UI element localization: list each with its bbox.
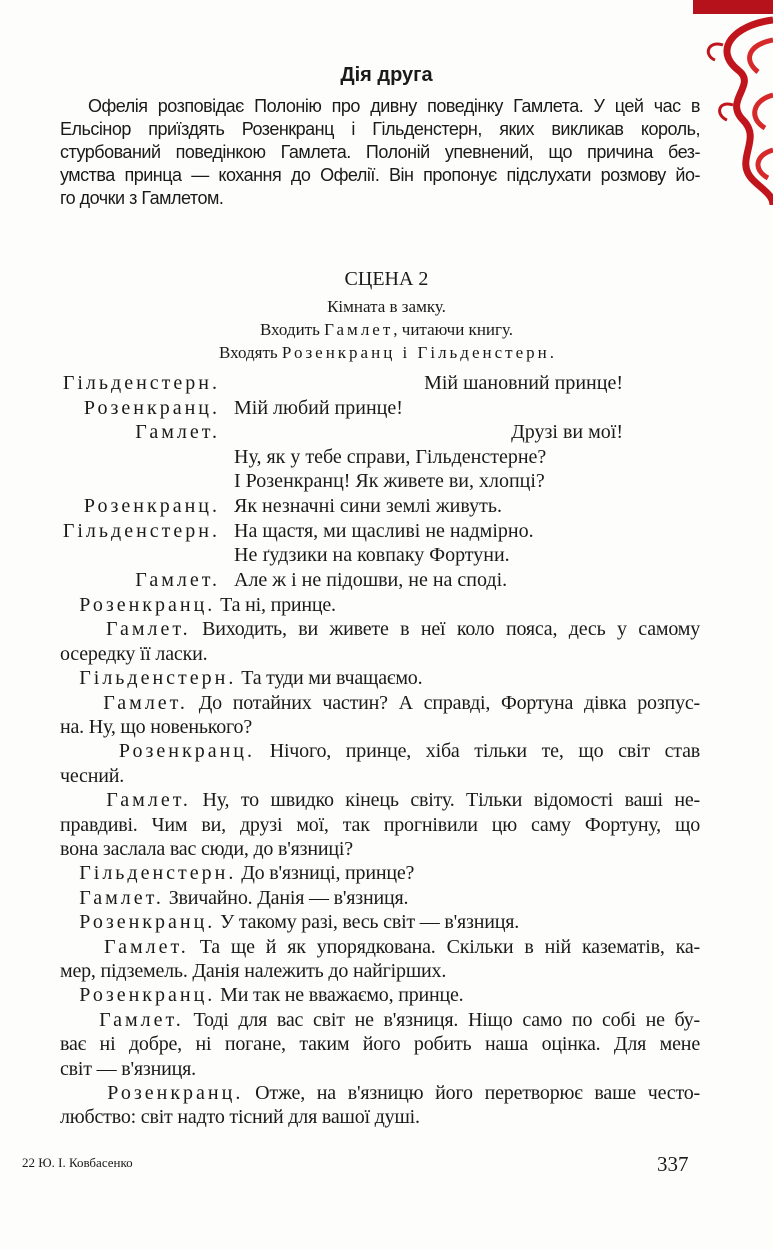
direction-text: Входить (259, 320, 325, 339)
speaker-name: Гамлет. (104, 935, 189, 958)
prose-line (60, 1033, 700, 1058)
speaker-name: Гамлет. (99, 1008, 184, 1031)
indent (60, 1009, 99, 1031)
verse-line (0, 495, 773, 520)
direction-text: Входять (219, 343, 282, 362)
speaker-name: Розенкранц. (83, 396, 220, 419)
line-text: Отже, на в'язницю його перетворює ваше често- (243, 1082, 701, 1104)
indent (60, 740, 119, 762)
prose-line (60, 765, 700, 790)
verse-line (0, 544, 773, 569)
speaker-name: Гамлет. (135, 568, 220, 591)
prose-line (60, 838, 700, 863)
prose-line (60, 594, 700, 619)
direction-text: , читаючи книгу. (393, 320, 514, 339)
speaker-name: Гамлет. (103, 691, 188, 714)
summary-line: умства принца — кохання до Офелії. Він пропонує підслухати розмову йо- (60, 165, 700, 185)
prose-line (60, 862, 700, 887)
speaker-name: Розенкранц. (83, 495, 220, 517)
indent (60, 667, 79, 689)
speaker-name: Гільденстерн. (62, 372, 220, 394)
speaker-name: Розенкранц. (79, 984, 216, 1007)
line-text: Виходить, ви живете в неї коло пояса, десь у самому (190, 618, 701, 641)
prose-line (60, 692, 700, 717)
indent (60, 594, 79, 616)
line-text: Ну, то швидко кінець світу. Тільки відомості ваші не- (190, 789, 700, 812)
verse-line (0, 372, 773, 397)
scene-title: СЦЕНА 2 (344, 268, 429, 290)
speaker-name: Гамлет. (106, 789, 191, 812)
line-text: вона заслала вас сюди, до в'язниці? (60, 838, 353, 860)
prose-line (60, 887, 700, 912)
summary-line: го дочки з Гамлетом. (60, 188, 224, 208)
line-text: Не ґудзики на ковпаку Фортуни. (234, 544, 510, 567)
line-text: До в'язниці, принце? (236, 862, 415, 885)
act-summary (60, 95, 700, 210)
line-text: Звичайно. Данія — в'язниця. (163, 886, 409, 909)
prose-line (60, 1106, 700, 1131)
prose-line (60, 667, 700, 692)
direction-text: . (549, 343, 554, 362)
line-text: Друзі ви мої! (511, 421, 623, 444)
indent (60, 1082, 107, 1104)
speaker-name: Гамлет. (105, 618, 191, 641)
line-text: Ну, як у тебе справи, Гільденстерне? (234, 445, 547, 468)
prose-line (60, 984, 700, 1009)
prose-line (60, 740, 700, 765)
indent (60, 936, 104, 958)
speaker-name: Гільденстерн. (79, 862, 237, 885)
line-text: Та ще й як упорядкована. Скільки в ній казематів, ка- (188, 935, 700, 958)
indent (60, 862, 79, 884)
prose-line (60, 814, 700, 839)
line-text: У такому разі, весь світ — в'язниця. (215, 911, 520, 934)
line-text: правдиві. Чим ви, друзі мої, так прогнівили цю саму Фортуну, що (60, 813, 700, 836)
speaker-name: Розенкранц. (118, 740, 255, 763)
prose-line (60, 936, 700, 961)
line-text: Та туди ми вчащаємо. (236, 667, 423, 690)
line-text: Ми так не вважаємо, принце. (215, 984, 464, 1007)
prose-line (60, 643, 700, 668)
verse-line (0, 397, 773, 422)
verse-line (0, 446, 773, 471)
line-text: Тоді для вас світ не в'язниця. Ніщо само по собі не бу- (183, 1008, 701, 1031)
prose-line (60, 1058, 700, 1083)
indent (60, 618, 106, 640)
speaker-name: Розенкранц. (79, 911, 216, 934)
line-text: мер, підземель. Данія належить до найгірших. (60, 960, 447, 982)
page-number: 337 (657, 1152, 689, 1176)
indent (60, 911, 79, 933)
summary-line: Офелія розповідає Полонію про дивну поведінку Гамлета. У цей час в (88, 96, 700, 116)
line-text: любство: світ надто тісний для вашої душі. (60, 1106, 420, 1129)
character-name: Розенкранц і Гільденстерн (281, 343, 550, 362)
line-text: Мій любий принце! (234, 396, 403, 419)
stage-direction (0, 320, 773, 340)
prose-line (60, 960, 700, 985)
verse-line (0, 520, 773, 545)
character-name: Гамлет (324, 320, 394, 339)
summary-line: стурбований поведінкою Гамлета. Полоній упевнений, що причина без- (60, 142, 700, 162)
prose-line (60, 618, 700, 643)
line-text: І Розенкранц! Як живете ви, хлопці? (234, 470, 545, 493)
prose-line (60, 789, 700, 814)
line-text: чесний. (60, 764, 125, 787)
prose-line (60, 1082, 700, 1107)
line-text: на. Ну, що новенького? (60, 716, 253, 738)
indent (60, 984, 79, 1006)
corner-ornament (693, 0, 773, 210)
verse-line (0, 470, 773, 495)
stage-direction (0, 343, 773, 363)
indent (60, 692, 103, 714)
indent (60, 887, 79, 909)
speaker-name: Розенкранц. (79, 594, 216, 616)
line-text: Нічого, принце, хіба тільки те, що світ став (254, 740, 701, 763)
line-text: Та ні, принце. (215, 594, 336, 616)
line-text: світ — в'язниця. (60, 1057, 196, 1080)
speaker-name: Гільденстерн. (79, 667, 237, 690)
line-text: На щастя, ми щасливі не надмірно. (234, 519, 534, 542)
line-text: Але ж і не підошви, не на споді. (234, 568, 508, 591)
prose-line (60, 1009, 700, 1034)
scene-setting: Кімната в замку. (327, 297, 446, 316)
footer-signature: 22 Ю. І. Ковбасенко (22, 1155, 133, 1170)
act-heading: Дія друга (340, 64, 433, 86)
line-text: ває ні добре, ні погане, таким його робить наша оцінка. Для мене (60, 1033, 700, 1056)
speaker-name: Розенкранц. (107, 1082, 244, 1104)
line-text: Мій шановний принце! (424, 372, 623, 394)
line-text: До потайних частин? А справді, Фортуна дівка розпус- (187, 691, 701, 714)
verse-line (0, 569, 773, 594)
summary-line: Ельсінор приїздять Розенкранц і Гільденстерн, яких викликав король, (60, 119, 700, 139)
verse-line (0, 421, 773, 446)
line-text: осередку її ласки. (60, 642, 208, 665)
prose-line (60, 911, 700, 936)
line-text: Як незначні сини землі живуть. (234, 495, 502, 517)
prose-line (60, 716, 700, 741)
speaker-name: Гамлет. (79, 886, 164, 909)
speaker-name: Гільденстерн. (62, 519, 220, 542)
speaker-name: Гамлет. (135, 421, 220, 444)
indent (60, 789, 106, 811)
